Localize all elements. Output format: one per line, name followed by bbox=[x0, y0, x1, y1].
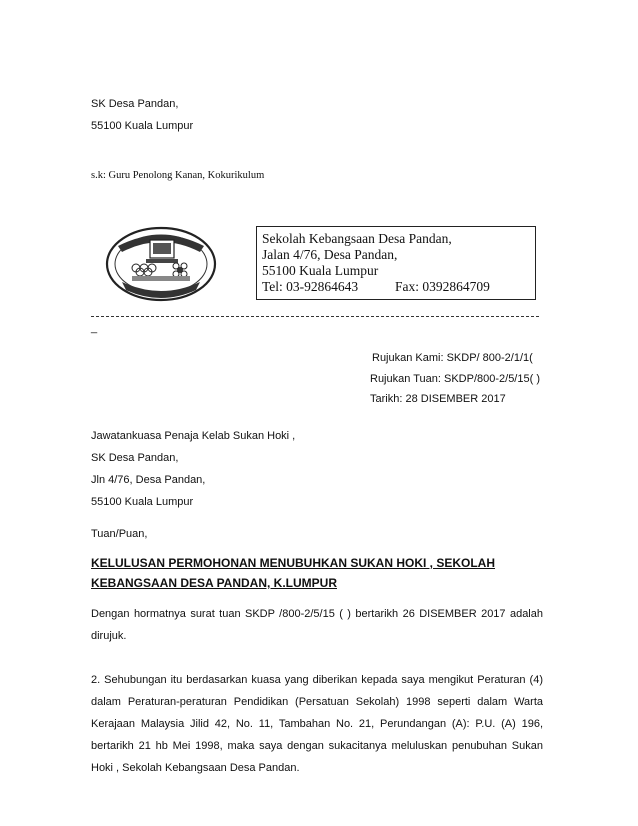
school-crest-logo bbox=[104, 226, 218, 302]
cc-line: s.k: Guru Penolong Kanan, Kokurikulum bbox=[91, 170, 265, 181]
letter-date: Tarikh: 28 DISEMBER 2017 bbox=[370, 393, 506, 405]
subject-line-2: KEBANGSAAN DESA PANDAN, K.LUMPUR bbox=[91, 576, 338, 590]
sender-postcode-city: 55100 Kuala Lumpur bbox=[91, 120, 194, 132]
letterhead-street: Jalan 4/76, Desa Pandan, bbox=[262, 247, 398, 262]
computer-screen-icon bbox=[153, 243, 171, 254]
letterhead-telephone: Tel: 03-92864643 bbox=[262, 279, 359, 294]
keyboard-icon bbox=[146, 259, 178, 263]
separator-tail: _ bbox=[91, 322, 98, 334]
letterhead-box bbox=[256, 226, 536, 300]
paragraph-1: Dengan hormatnya surat tuan SKDP /800-2/5/15 ( ) bertarikh 26 DISEMBER 2017 adalah dirujuk. bbox=[91, 608, 543, 642]
our-reference: Rujukan Kami: SKDP/ 800-2/1/1( bbox=[372, 352, 533, 364]
letterhead-postcode-city: 55100 Kuala Lumpur bbox=[262, 263, 379, 278]
subject-line-1: KELULUSAN PERMOHONAN MENUBUHKAN SUKAN HOKI , SEKOLAH bbox=[91, 556, 496, 570]
letterhead-school-name: Sekolah Kebangsaan Desa Pandan, bbox=[262, 231, 452, 246]
salutation: Tuan/Puan, bbox=[91, 528, 148, 540]
header-separator-rule bbox=[91, 316, 539, 317]
recipient-street: Jln 4/76, Desa Pandan, bbox=[91, 474, 206, 486]
sender-school-name: SK Desa Pandan, bbox=[91, 98, 179, 110]
recipient-school: SK Desa Pandan, bbox=[91, 452, 179, 464]
recipient-postcode-city: 55100 Kuala Lumpur bbox=[91, 496, 194, 508]
paragraph-2: 2. Sehubungan itu berdasarkan kuasa yang diberikan kepada saya mengikut Peraturan (4) dalam Peraturan-peraturan Pendidikan (Persatuan Sekolah) 1998 seperti dalam Warta Kerajaan Malaysia Jilid 42, No. 11, Tambahan No. 21, Perundangan (A): P.U. (A) 196, bertarikh 21 hb Mei 1998, maka saya dengan sukacitanya meluluskan penubuhan Sukan Hoki , Sekolah Kebangsaan Desa Pandan. bbox=[91, 674, 543, 774]
crest-base-bar bbox=[132, 276, 190, 281]
letterhead-fax: Fax: 0392864709 bbox=[395, 279, 490, 294]
your-reference: Rujukan Tuan: SKDP/800-2/5/15( ) bbox=[370, 373, 540, 385]
recipient-committee: Jawatankuasa Penaja Kelab Sukan Hoki , bbox=[91, 430, 296, 442]
